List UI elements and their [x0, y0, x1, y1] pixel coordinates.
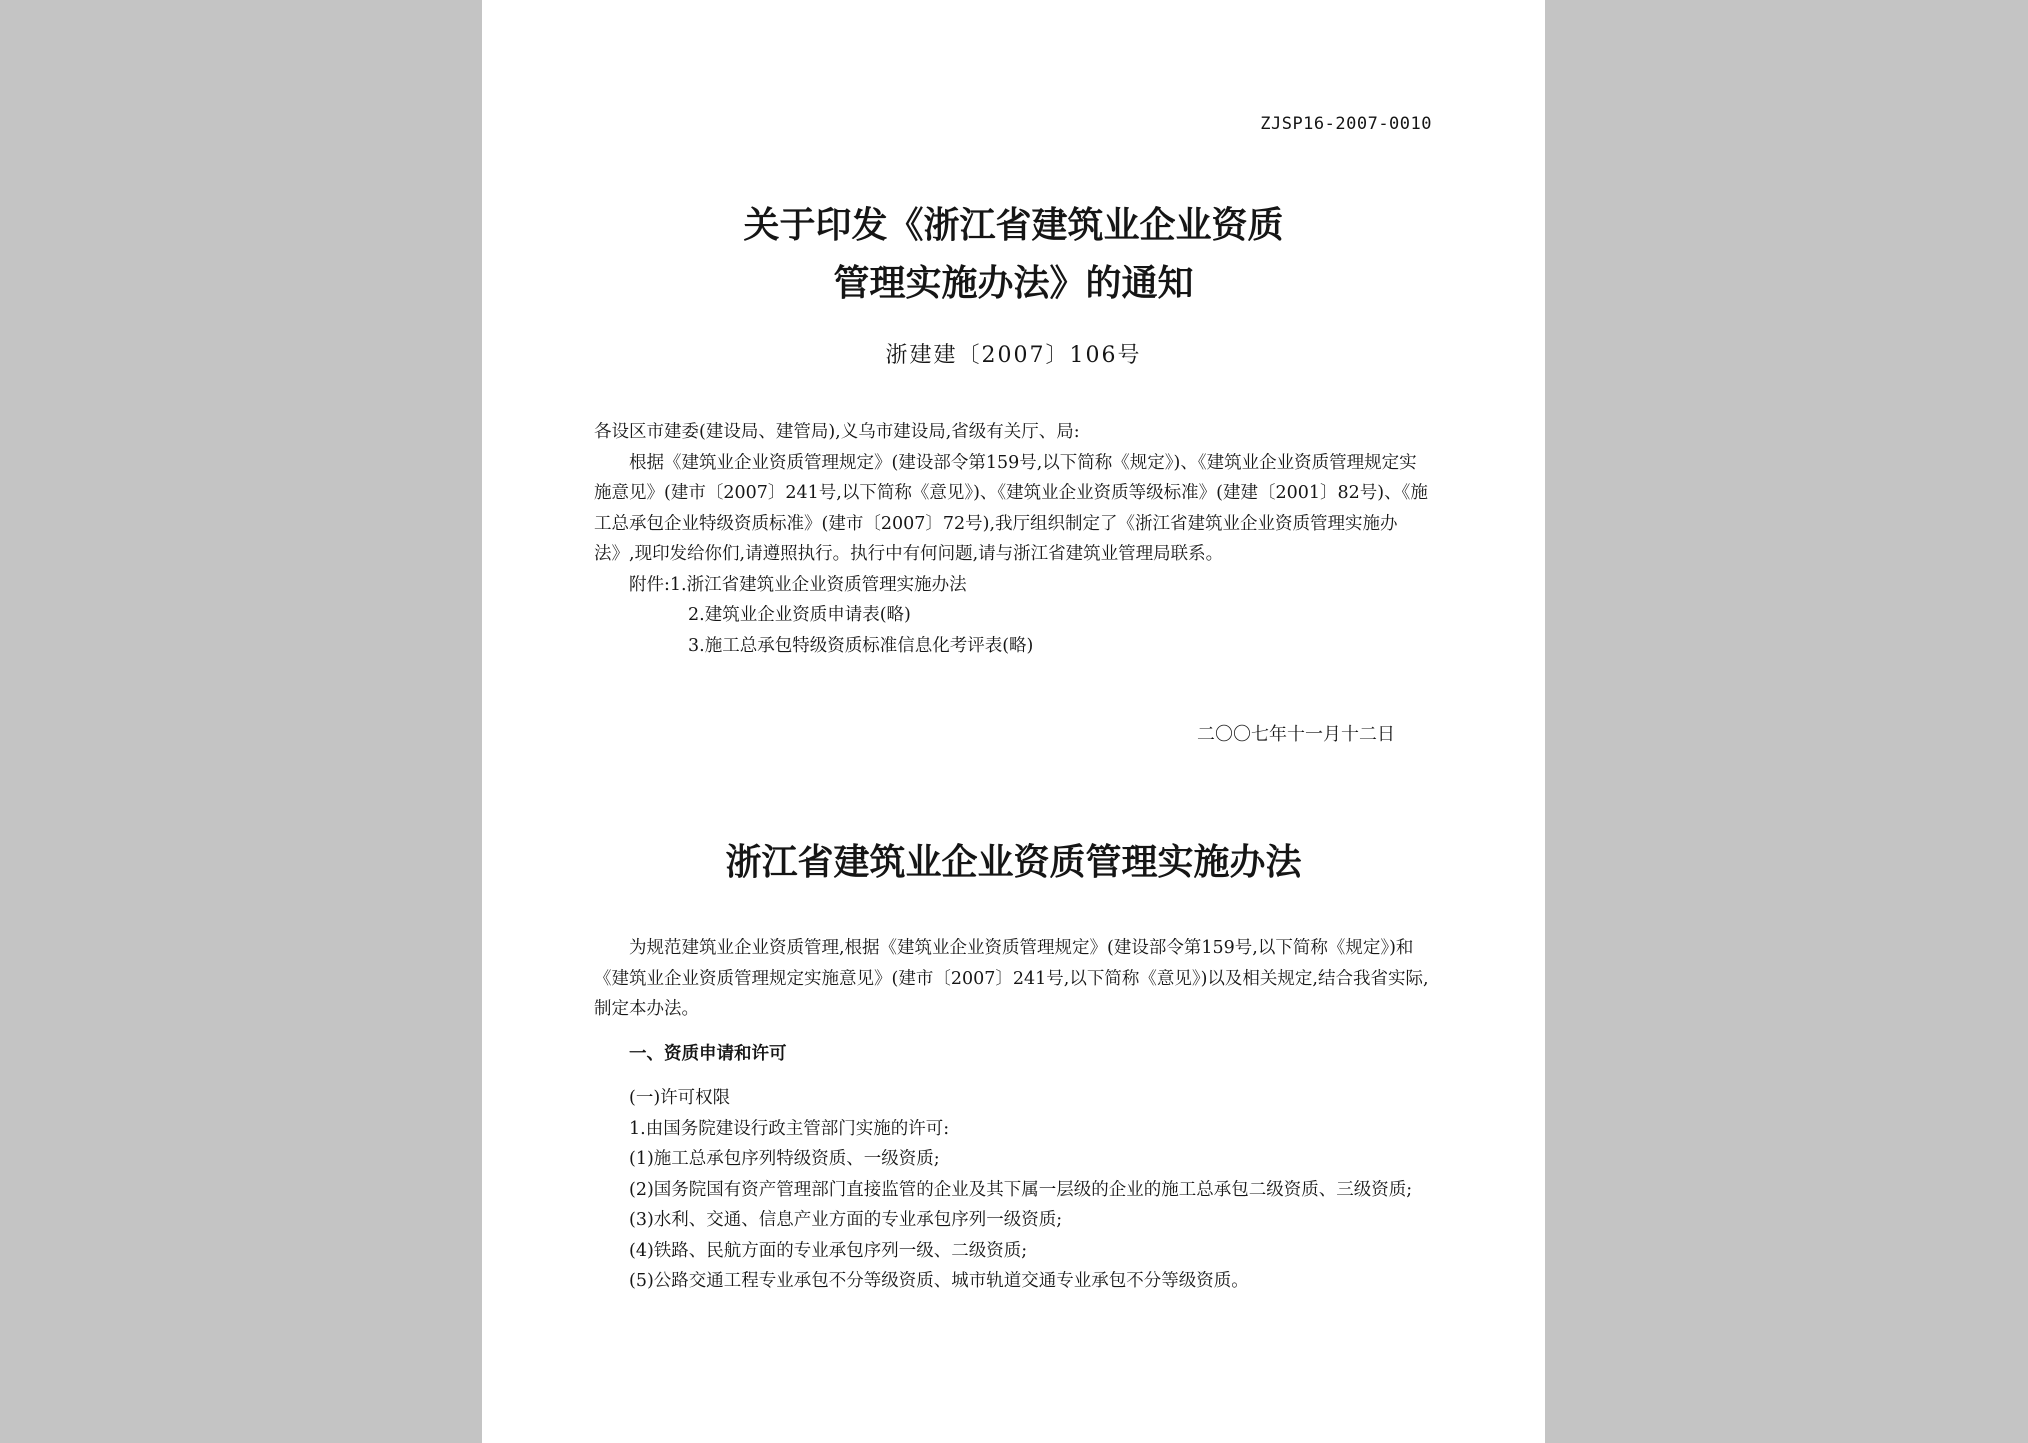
notice-title-line-2: 管理实施办法》的通知	[833, 262, 1194, 304]
notice-body	[594, 417, 1434, 661]
notice-title-line-1: 关于印发《浙江省建筑业企业资质	[743, 204, 1284, 246]
item-heading-1: 1.由国务院建设行政主管部门实施的许可:	[629, 1118, 950, 1139]
notice-salutation: 各设区市建委(建设局、建管局),义乌市建设局,省级有关厅、局:	[594, 422, 1080, 442]
section-heading-1: 一、资质申请和许可	[629, 1043, 787, 1064]
list-item: (3)水利、交通、信息产业方面的专业承包序列一级资质;	[629, 1210, 1063, 1230]
notice-date: 二〇〇七年十一月十二日	[1197, 724, 1395, 745]
list-item: (4)铁路、民航方面的专业承包序列一级、二级资质;	[629, 1240, 1028, 1261]
measures-body	[594, 933, 1434, 1297]
document-page	[482, 0, 1545, 1443]
notice-number: 浙建建〔2007〕106号	[885, 343, 1142, 368]
attachment-item-2: 2.建筑业企业资质申请表(略)	[688, 605, 911, 625]
list-item: (1)施工总承包序列特级资质、一级资质;	[629, 1149, 940, 1169]
subsection-heading-1: (一)许可权限	[629, 1088, 731, 1108]
attachment-item-3: 3.施工总承包特级资质标准信息化考评表(略)	[688, 635, 1034, 656]
list-item: (2)国务院国有资产管理部门直接监管的企业及其下属一层级的企业的施工总承包二级资质、三级资质;	[629, 1179, 1413, 1200]
list-item: (5)公路交通工程专业承包不分等级资质、城市轨道交通专业承包不分等级资质。	[629, 1271, 1249, 1291]
attachment-item-1: 附件:1.浙江省建筑业企业资质管理实施办法	[629, 574, 967, 595]
notice-title	[482, 196, 1545, 312]
measures-intro: 为规范建筑业企业资质管理,根据《建筑业企业资质管理规定》(建设部令第159号,以下简称《规定》)和《建筑业企业资质管理规定实施意见》(建市〔2007〕241号,以下简称《意见》)以及相关规定,结合我省实际,制定本办法。	[594, 938, 1429, 1019]
document-code: ZJSP16-2007-0010	[1260, 114, 1432, 134]
measures-title: 浙江省建筑业企业资质管理实施办法	[725, 841, 1302, 883]
notice-paragraph: 根据《建筑业企业资质管理规定》(建设部令第159号,以下简称《规定》)、《建筑业企业资质管理规定实施意见》(建市〔2007〕241号,以下简称《意见》)、《建筑业企业资质等级标准》(建建〔2001〕82号)、《施工总承包企业特级资质标准》(建市〔2007〕72号),我厅组织制定了《浙江省建筑业企业资质管理实施办法》,现印发给你们,请遵照执行。执行中有何问题,请与浙江省建筑业管理局联系。	[594, 452, 1428, 564]
